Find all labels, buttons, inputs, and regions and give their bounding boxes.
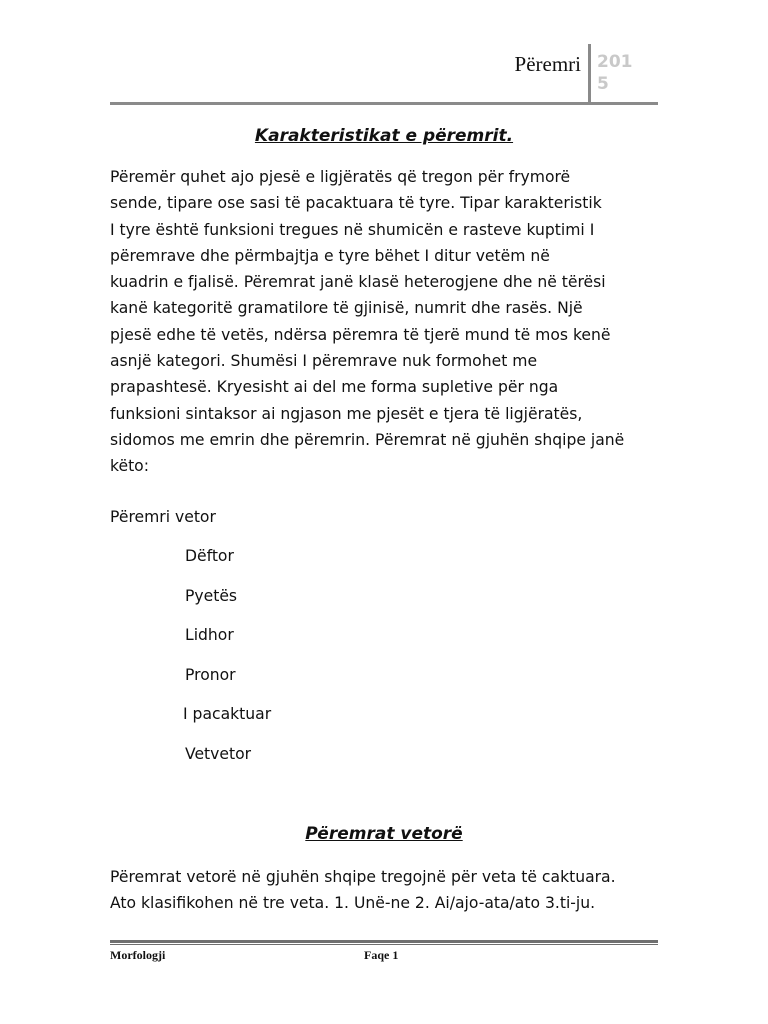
text-line: sende, tipare ose sasi të pacaktuara të tyre. Tipar karakteristik <box>110 194 602 213</box>
paragraph-intro <box>110 164 658 480</box>
header-rule <box>110 102 658 105</box>
list-item-demonstrative: Dëftor <box>185 547 234 565</box>
page-header <box>110 40 658 106</box>
list-item-reflexive: Vetvetor <box>185 745 252 763</box>
text-line: këto: <box>110 457 149 476</box>
list-item-indefinite: I pacaktuar <box>183 705 272 723</box>
list-item-personal: Përemri vetor <box>110 508 216 526</box>
list-item-possessive: Pronor <box>185 666 236 684</box>
header-year: 2015 <box>597 52 633 94</box>
text-line: Ato klasifikohen në tre veta. 1. Unë-ne 2. Ai/ajo-ata/ato 3.ti-ju. <box>110 894 596 913</box>
text-line: kuadrin e fjalisë. Përemrat janë klasë heterogjene dhe në tërësi <box>110 273 606 292</box>
list-item-interrogative: Pyetës <box>185 587 238 605</box>
text-line: pjesë edhe të vetës, ndërsa përemra të tjerë mund të mos kenë <box>110 325 611 344</box>
text-line: përemrave dhe përmbajtja e tyre bëhet I ditur vetëm në <box>110 246 550 265</box>
text-line: asnjë kategori. Shumësi I përemrave nuk formohet me <box>110 352 538 371</box>
paragraph-personal-pronouns <box>110 864 658 917</box>
footer-rule-thick <box>110 940 658 943</box>
list-item-relative: Lidhor <box>185 626 234 644</box>
footer-subject: Morfologji <box>110 948 166 962</box>
header-divider <box>588 44 591 104</box>
section-heading-characteristics: Karakteristikat e përemrit. <box>254 126 514 146</box>
text-line: Përemër quhet ajo pjesë e ligjëratës që tregon për frymorë <box>110 168 571 186</box>
text-line: kanë kategoritë gramatilore të gjinisë, numrit dhe rasës. Një <box>110 299 583 318</box>
text-line: I tyre është funksioni tregues në shumicën e rasteve kuptimi I <box>110 220 595 239</box>
text-line: sidomos me emrin dhe përemrin. Përemrat në gjuhën shqipe janë <box>110 430 625 449</box>
text-line: Përemrat vetorë në gjuhën shqipe tregojnë për veta të caktuara. <box>110 868 616 886</box>
footer-rule-thin <box>110 944 658 945</box>
text-line: prapashtesë. Kryesisht ai del me forma supletive për nga <box>110 378 559 397</box>
text-line: funksioni sintaksor ai ngjason me pjesët e tjera të ligjëratës, <box>110 404 583 423</box>
section-heading-personal-pronouns: Përemrat vetorë <box>305 824 463 844</box>
header-title: Përemri <box>514 52 581 76</box>
footer-page-number: Faqe 1 <box>364 948 399 962</box>
